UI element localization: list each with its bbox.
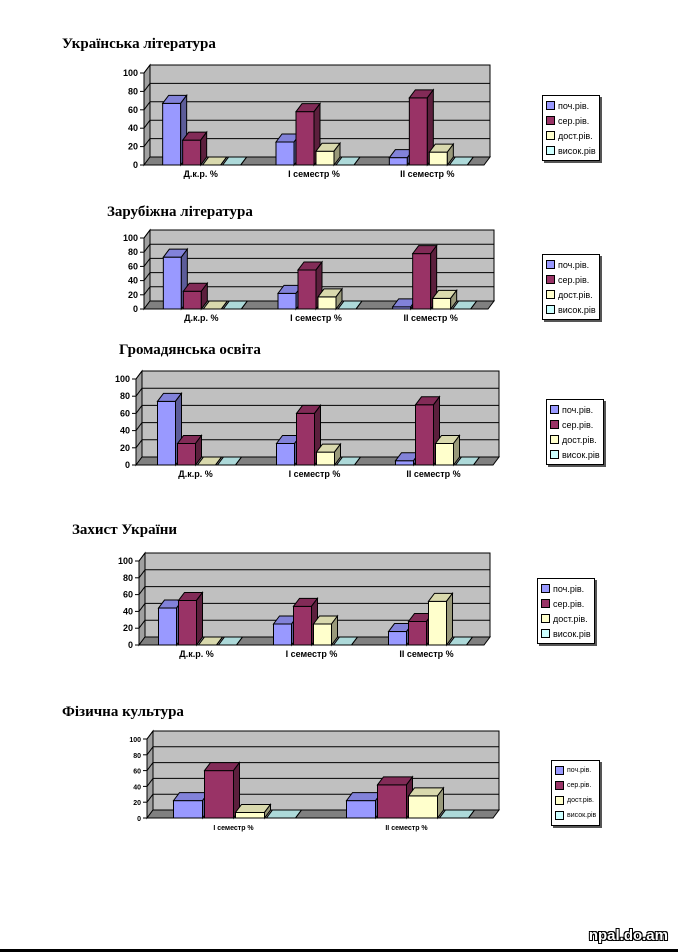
legend-label: дост.рів. <box>558 289 593 300</box>
bar-front <box>174 801 203 818</box>
legend-label: висок.рів <box>567 812 597 819</box>
y-tick-label: 40 <box>122 606 133 617</box>
y-tick-label: 80 <box>122 572 133 583</box>
y-tick-label: 80 <box>133 752 141 760</box>
y-tick-label: 100 <box>122 233 138 243</box>
legend-label: поч.рів. <box>558 259 590 270</box>
watermark: npal.do.am <box>588 927 668 944</box>
bar-front <box>378 785 407 818</box>
y-tick-label: 40 <box>119 425 130 436</box>
bar-front <box>205 771 234 818</box>
x-tick-label: І семестр % <box>290 313 342 323</box>
legend-swatch <box>555 796 564 805</box>
x-tick-label: Д.к.р. % <box>179 649 214 659</box>
y-tick-label: 100 <box>129 737 141 744</box>
y-tick-label: 20 <box>119 442 130 453</box>
legend-item <box>555 778 596 793</box>
legend-label: висок.рів <box>562 449 600 460</box>
y-tick-label: 0 <box>137 816 141 823</box>
legend-swatch <box>555 781 564 790</box>
y-tick-label: 80 <box>127 247 138 258</box>
legend-label: висок.рів <box>558 304 596 315</box>
legend-label: дост.рів. <box>558 130 593 141</box>
x-tick-label: ІІ семестр % <box>403 313 458 323</box>
y-tick-label: 60 <box>127 261 138 272</box>
x-tick-label: І семестр % <box>288 169 340 179</box>
x-tick-label: І семестр % <box>288 469 341 479</box>
x-tick-label: І семестр % <box>213 825 254 832</box>
y-tick-label: 100 <box>114 374 130 384</box>
y-tick-label: 60 <box>127 104 138 115</box>
legend-item <box>555 808 596 823</box>
legend-label: дост.рів. <box>553 613 588 624</box>
y-tick-label: 20 <box>133 800 141 808</box>
bar-front <box>236 812 265 818</box>
x-tick-label: Д.к.р. % <box>178 469 213 479</box>
y-tick-label: 60 <box>119 408 130 419</box>
legend-label: сер.рів. <box>558 115 590 126</box>
bar-front <box>409 796 438 818</box>
x-tick-label: ІІ семестр % <box>399 649 454 659</box>
legend-label: висок.рів <box>558 145 596 156</box>
legend-label: поч.рів. <box>558 100 590 111</box>
plot-side-wall <box>147 731 153 818</box>
y-tick-label: 0 <box>132 304 138 314</box>
bar-front <box>347 801 376 818</box>
y-tick-label: 80 <box>127 86 138 97</box>
legend-swatch <box>555 766 564 775</box>
legend-item <box>555 793 596 808</box>
y-tick-label: 60 <box>133 768 141 776</box>
legend-label: сер.рів. <box>553 598 585 609</box>
y-tick-label: 20 <box>122 623 133 634</box>
legend-label: дост.рів. <box>567 797 594 804</box>
legend-label: сер.рів. <box>562 419 594 430</box>
y-tick-label: 0 <box>124 460 130 470</box>
legend-item <box>555 763 596 778</box>
chart-title-3: Громадянська освіта <box>119 342 261 358</box>
y-tick-label: 0 <box>127 640 133 650</box>
legend-label: поч.рів. <box>567 767 592 774</box>
chart-title-5: Фізична культура <box>62 704 184 720</box>
legend-label: сер.рів. <box>558 274 590 285</box>
y-tick-label: 0 <box>132 160 138 170</box>
chart-title-2: Зарубіжна література <box>107 204 253 220</box>
y-tick-label: 40 <box>127 123 138 134</box>
x-tick-label: ІІ семестр % <box>400 169 455 179</box>
x-tick-label: Д.к.р. % <box>184 313 219 323</box>
y-tick-label: 40 <box>127 275 138 286</box>
y-tick-label: 60 <box>122 589 133 600</box>
legend-label: дост.рів. <box>562 434 597 445</box>
legend-label: сер.рів. <box>567 782 592 789</box>
legend-5 <box>551 760 600 826</box>
y-tick-label: 100 <box>117 556 133 566</box>
y-tick-label: 40 <box>133 784 141 792</box>
y-tick-label: 20 <box>127 289 138 300</box>
legend-label: поч.рів. <box>562 404 594 415</box>
x-tick-label: І семестр % <box>285 649 338 659</box>
chart-title-1: Українська література <box>62 36 216 52</box>
y-tick-label: 20 <box>127 141 138 152</box>
legend-swatch <box>555 811 564 820</box>
y-tick-label: 80 <box>119 391 130 402</box>
x-tick-label: ІІ семестр % <box>385 825 428 832</box>
legend-label: висок.рів <box>553 628 591 639</box>
x-tick-label: ІІ семестр % <box>406 469 461 479</box>
chart-title-4: Захист України <box>72 522 178 538</box>
x-tick-label: Д.к.р. % <box>183 169 218 179</box>
legend-label: поч.рів. <box>553 583 585 594</box>
y-tick-label: 100 <box>122 68 138 78</box>
